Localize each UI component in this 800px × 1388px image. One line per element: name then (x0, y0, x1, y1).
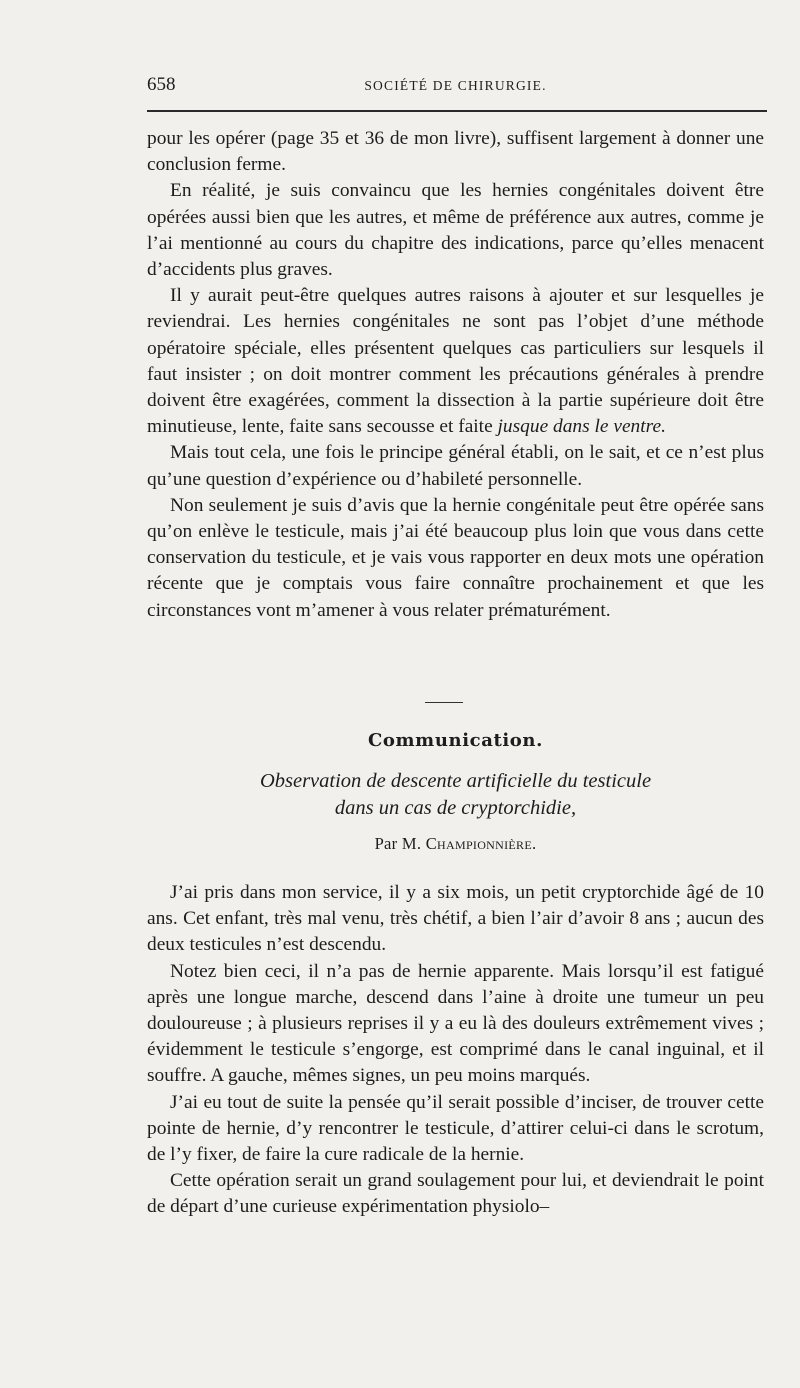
paragraph-continued: pour les opérer (page 35 et 36 de mon livre), suffisent largement à donner une conclusion ferme. (147, 128, 764, 176)
page-header (147, 74, 764, 98)
observation-title-line-2: dans un cas de cryptorchidie, (334, 797, 577, 819)
paragraph-text: Il y aurait peut-être quelques autres raisons à ajouter et sur lesquelles je reviendrai. Les hernies congénitales ne sont pas l’objet d’une méthode opératoire spéciale, elles présentent quelques cas particuliers sur lesquels il faut insister ; on doit montrer comment les précautions générales à prendre doivent être exagérées, comment la dissection à la partie supérieure doit être minutieuse, lente, faite sans secousse et faite (147, 285, 764, 438)
author-name: Championnière. (425, 834, 537, 853)
section-heading: Communication. (368, 730, 543, 751)
running-head: SOCIÉTÉ DE CHIRURGIE. (364, 78, 547, 93)
text-block-top (147, 126, 764, 624)
paragraph (147, 283, 764, 440)
paragraph: Notez bien ceci, il n’a pas de hernie apparente. Mais lorsqu’il est fatigué après une longue marche, descend dans l’aine à droite une tumeur un peu douloureuse ; à plusieurs reprises il y a eu là des douleurs extrêmement vives ; évidemment le testicule s’engorge, est comprimé dans le canal inguinal, et il souffre. A gauche, mêmes signes, un peu moins marqués. (147, 960, 764, 1087)
author-prefix: Par M. (374, 834, 422, 853)
page-number: 658 (147, 74, 176, 95)
text-block-bottom (147, 880, 764, 1221)
observation-title (147, 768, 764, 822)
paragraph: Mais tout cela, une fois le principe général établi, on le sait, et ce n’est plus qu’une question d’expérience ou d’habileté personnelle. (147, 442, 764, 490)
section-separator (425, 702, 463, 703)
paragraph: En réalité, je suis convaincu que les hernies congénitales doivent être opérées aussi bien que les autres, et même de préférence aux autres, comme je l’ai mentionné au cours du chapitre des indications, parce qu’elles menacent d’accidents plus graves. (147, 180, 764, 281)
header-rule (147, 110, 767, 112)
author-line (147, 834, 764, 854)
paragraph: J’ai pris dans mon service, il y a six mois, un petit cryptorchide âgé de 10 ans. Cet enfant, très mal venu, très chétif, a bien l’air d’avoir 8 ans ; aucun des deux testicules n’est descendu. (147, 882, 764, 956)
italic-phrase: jusque dans le ventre. (497, 416, 666, 438)
paragraph: J’ai eu tout de suite la pensée qu’il serait possible d’inciser, de trouver cette pointe de hernie, d’y rencontrer le testicule, d’attirer celui-ci dans le scrotum, de l’y fixer, de faire la cure radicale de la hernie. (147, 1091, 764, 1166)
paragraph: Non seulement je suis d’avis que la hernie congénitale peut être opérée sans qu’on enlève le testicule, mais j’ai été beaucoup plus loin que vous dans cette conservation du testicule, et je vais vous rapporter en deux mots une opération récente que je comptais vous faire connaître prochainement et que les circonstances vont m’amener à vous relater prématurément. (147, 494, 764, 621)
observation-title-line-1: Observation de descente artificielle du testicule (259, 770, 652, 792)
paragraph: Cette opération serait un grand soulagement pour lui, et deviendrait le point de départ d’une curieuse expérimentation physiolo– (147, 1170, 764, 1218)
